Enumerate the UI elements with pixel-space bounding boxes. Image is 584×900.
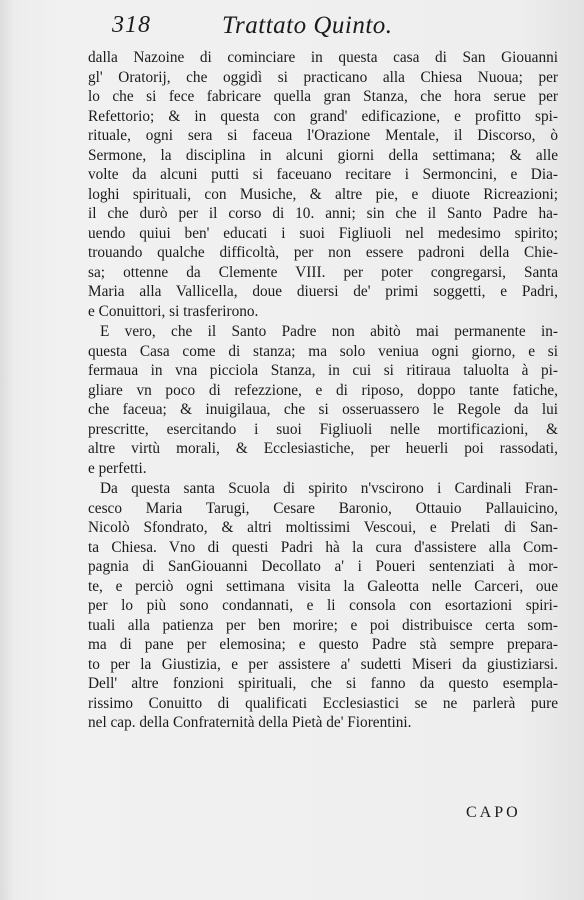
running-title: Trattato Quinto. — [222, 12, 393, 39]
text-line: sa; ottenne da Clemente VIII. per poter congregarsi, Santa — [88, 263, 558, 281]
text-line: Nicolò Sfondrato, & altri moltissimi Vescoui, e Prelati di San- — [88, 519, 558, 536]
text-line: loghi spirituali, con Musiche, & altre pie, e diuote Ricreazioni; — [88, 185, 558, 203]
text-line: dalla Nazoine di cominciare in questa casa di San Giouanni — [88, 49, 558, 66]
text-line: rissimo Conuitto di qualificati Ecclesiastici se ne parlerà pure — [88, 694, 558, 712]
text-line: te, e perciò ogni settimana visita la Galeotta nelle Carceri, oue — [88, 577, 558, 595]
page-number: 318 — [112, 12, 151, 38]
text-line: e perfetti. — [88, 459, 147, 477]
text-line: volte da alcuni putti si faceuano recitare i Sermoncini, e Dia- — [88, 166, 558, 183]
text-line: trouando qualche difficoltà, per non essere padroni della Chie- — [88, 244, 558, 261]
text-line: ma di pane per elemosina; e questo Padre stà sempre prepara- — [88, 636, 558, 653]
body-text — [88, 48, 558, 733]
text-line: tuali alla patienza per ben morire; e poi distribuisce certa som- — [88, 616, 558, 634]
text-line: nel cap. della Confraternità della Pietà de' Fiorentini. — [88, 714, 412, 731]
running-head — [112, 12, 472, 40]
text-line: rituale, ogni sera si faceua l'Orazione Mentale, il Discorso, ò — [88, 127, 558, 144]
text-line: Maria alla Vallicella, doue diuersi de' primi soggetti, e Padri, — [88, 283, 558, 300]
text-line: altre virtù morali, & Ecclesiastiche, per heuerli poi rassodati, — [88, 440, 558, 457]
text-line: per lo più sono condannati, e li consola con esortazioni spiri- — [88, 597, 558, 614]
text-line: che faceua; & inuigilaua, che si osseruassero le Regole da lui — [88, 401, 558, 418]
paragraph-3 — [88, 479, 558, 733]
text-line: pagnia di SanGiouanni Decollato a' i Poueri sentenziati à mor- — [88, 558, 558, 575]
text-line: e Conuittori, si trasferirono. — [88, 302, 259, 320]
text-line: gliare vn poco di refezzione, e di riposo, doppo tante fatiche, — [88, 381, 558, 399]
text-line: questa Casa come di stanza; ma solo veniua ogni giorno, e si — [88, 342, 558, 360]
text-line: Da questa santa Scuola di spirito n'vscirono i Cardinali Fran- — [100, 480, 558, 497]
text-line: Refettorio; & in questa con grand' edificazione, e profitto spi- — [88, 107, 558, 125]
paragraph-2 — [88, 322, 558, 478]
paragraph-1 — [88, 48, 558, 321]
catchword: CAPO — [466, 804, 521, 821]
text-line: fermaua in vna picciola Stanza, in cui si ritiraua taluolta à pi- — [88, 362, 558, 379]
text-line: E vero, che il Santo Padre non abitò mai permanente in- — [100, 323, 558, 340]
text-line: ta Chiesa. Vno di questi Padri hà la cura d'assistere alla Com- — [88, 538, 558, 556]
text-line: gl' Oratorij, che oggidì si practicano alla Chiesa Nuoua; per — [88, 68, 558, 86]
text-line: to per la Giustizia, e per assistere a' sudetti Miseri da giustiziarsi. — [88, 655, 558, 673]
text-line: Dell' altre fonzioni spirituali, che si fanno da questo esempla- — [88, 675, 558, 692]
text-line: cesco Maria Tarugi, Cesare Baronio, Ottauio Pallauicino, — [88, 499, 558, 517]
text-line: uendo quiui ben' educati i suoi Figliuoli nel medesimo spirito; — [88, 224, 558, 242]
text-line: Sermone, la disciplina in alcuni giorni della settimana; & alle — [88, 146, 558, 164]
text-line: prescritte, esercitando i suoi Figliuoli nelle mortificazioni, & — [88, 420, 558, 438]
text-line: il che durò per il corso di 10. anni; sin che il Santo Padre ha- — [88, 205, 558, 222]
text-line: lo che si fece fabricare quella gran Stanza, che hora serue per — [88, 88, 558, 105]
